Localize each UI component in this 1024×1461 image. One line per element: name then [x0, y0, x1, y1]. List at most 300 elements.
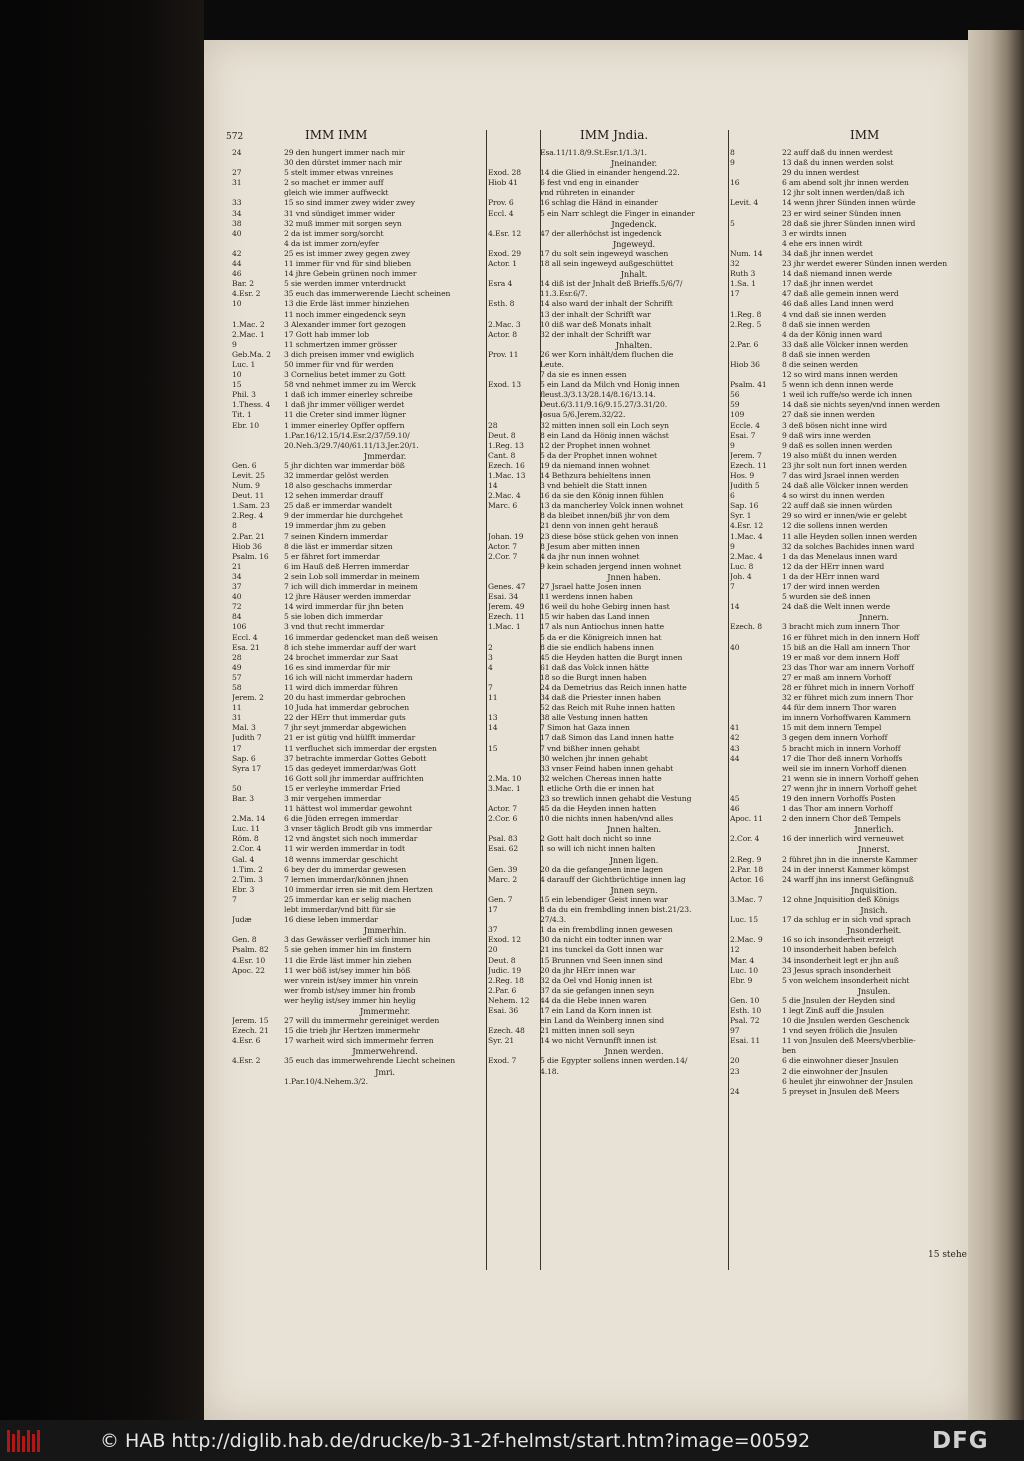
entry-text: 24 daß alle Völcker innen werden — [782, 481, 909, 491]
entry-text: Deut.6/3.11/9.16/9.15.27/3.31/20. — [540, 400, 668, 410]
entry-text: Jnquisition. — [850, 884, 898, 895]
scripture-reference: 4.Esr. 10 — [232, 955, 266, 965]
index-entry — [730, 754, 966, 764]
scripture-reference: Johan. 19 — [488, 531, 524, 541]
index-entry — [232, 501, 486, 511]
entry-text: 16 Gott soll jhr immerdar auffrichten — [284, 773, 424, 783]
scripture-reference: 2.Cor. 4 — [730, 834, 760, 844]
index-entry — [488, 844, 728, 854]
index-entry — [730, 713, 966, 723]
index-entry — [232, 289, 486, 299]
entry-text: 5 sie loben dich immerdar — [284, 612, 383, 622]
entry-text: 35 euch das immerwerende Liecht scheinen — [284, 289, 451, 299]
scripture-reference — [488, 511, 540, 521]
index-entry — [488, 653, 728, 663]
index-entry — [232, 572, 486, 582]
index-entry — [488, 764, 728, 774]
scripture-reference: Marc. 6 — [488, 501, 518, 511]
index-entry — [488, 814, 728, 824]
entry-text: 27 will du immermehr gereiniget werden — [284, 1016, 440, 1026]
entry-text: 33 vnser Feind haben innen gehabt — [540, 763, 674, 773]
entry-text: 23 Jesus sprach insonderheit — [782, 965, 891, 975]
index-entry — [488, 966, 728, 976]
entry-text: 7 Simon hat Gaza innen — [540, 723, 630, 733]
scripture-reference: 2.Cor. 6 — [488, 814, 518, 824]
entry-text: 27 wenn jhr in innern Vorhoff gehet — [782, 783, 917, 793]
scripture-reference: 8 — [232, 521, 237, 531]
entry-text: 10 immerdar irren sie mit dem Hertzen — [284, 884, 433, 894]
entry-text: 1 das Thor am innern Vorhoff — [782, 804, 893, 814]
entry-text: 16 immerdar gedencket man deß weisen — [284, 632, 438, 642]
entry-text: 7 ich will dich immerdar in meinem — [284, 582, 418, 592]
entry-text: 32 da Oel vnd Honig innen ist — [540, 975, 653, 985]
entry-text: Jnnen haben. — [607, 571, 661, 582]
entry-text: 9 daß es sollen innen werden — [782, 440, 893, 450]
index-entry — [730, 693, 966, 703]
scripture-reference: Luc. 1 — [232, 359, 256, 369]
scripture-reference: 2.Mac. 4 — [488, 491, 521, 501]
index-entry — [488, 663, 728, 673]
scripture-reference: 50 — [232, 783, 242, 793]
index-entry — [730, 532, 966, 542]
entry-text: 21 er ist gütig vnd hülfft immerdar — [284, 733, 416, 743]
entry-text: 14 jhre Gebein grünen noch immer — [284, 269, 417, 279]
index-entry — [232, 380, 486, 390]
index-entry — [488, 431, 728, 441]
index-entry — [232, 1077, 486, 1087]
scripture-reference — [488, 219, 540, 229]
entry-text: 27 daß sie innen werden — [782, 410, 875, 420]
scripture-reference: 4.Esr. 6 — [232, 1036, 261, 1046]
entry-text: 3 vnd behielt die Statt innen — [540, 481, 647, 491]
index-entry — [488, 956, 728, 966]
entry-text: wer fromb ist/sey immer hin fromb — [284, 985, 416, 995]
index-entry — [730, 865, 966, 875]
scripture-reference — [730, 764, 782, 774]
entry-text: 46 daß alles Land innen werd — [782, 299, 894, 309]
index-entry — [730, 158, 966, 168]
index-entry — [730, 663, 966, 673]
scripture-reference: 2.Tim. 3 — [232, 874, 263, 884]
scripture-reference — [730, 683, 782, 693]
index-entry — [488, 713, 728, 723]
scripture-reference: Actor. 7 — [488, 804, 518, 814]
entry-text: 23 das Thor war am innern Vorhoff — [782, 662, 914, 672]
index-entry — [730, 1056, 966, 1066]
index-entry — [232, 875, 486, 885]
entry-text: 1 da ein frembdling innen gewesen — [540, 925, 673, 935]
scripture-reference: Hiob 41 — [488, 178, 518, 188]
scripture-reference — [232, 925, 284, 935]
entry-text: 15 biß an die Hall am innern Thor — [782, 642, 910, 652]
scripture-reference: 17 — [730, 289, 740, 299]
index-entry — [488, 1056, 728, 1066]
scripture-reference — [488, 340, 540, 350]
index-entry — [488, 461, 728, 471]
index-entry — [232, 481, 486, 491]
entry-text: 18 also geschachs immerdar — [284, 481, 392, 491]
entry-text: 9 der immerdar hie durchgehet — [284, 511, 403, 521]
entry-text: 8 da du ein frembdling innen bist.21/23. — [540, 905, 692, 915]
entry-text: fleust.3/3.13/28.14/8.16/13.14. — [540, 390, 656, 400]
scripture-reference: 6 — [730, 491, 735, 501]
entry-text: 14 wo nicht Vernunfft innen ist — [540, 1036, 657, 1046]
index-entry — [232, 532, 486, 542]
entry-text: 6 fest vnd eng in einander — [540, 178, 639, 188]
entry-text: 16 so ich insonderheit erzeigt — [782, 935, 894, 945]
entry-text: 8 die seinen werden — [782, 359, 858, 369]
source-url-text[interactable]: © HAB http://diglib.hab.de/drucke/b-31-2f-helmst/start.htm?image=00592 — [100, 1430, 811, 1452]
scripture-reference — [730, 350, 782, 360]
entry-text: 3 vnd thut recht immerdar — [284, 622, 385, 632]
entry-text: 30 den dürstet immer nach mir — [284, 158, 402, 168]
index-entry — [232, 370, 486, 380]
entry-text: 11 schmertzen immer grösser — [284, 339, 397, 349]
entry-text: 11 werdens innen haben — [540, 592, 633, 602]
entry-text: 21 ins tunckel da Gott innen war — [540, 945, 664, 955]
scripture-reference: 20 — [488, 945, 498, 955]
scripture-reference — [488, 360, 540, 370]
entry-text: 5 stelt immer etwas vnreines — [284, 168, 394, 178]
entry-text: 1.Par.10/4.Nehem.3/2. — [284, 1076, 368, 1086]
entry-text: Jnsich. — [860, 905, 888, 916]
entry-text: 7 seinen Kindern immerdar — [284, 531, 388, 541]
scripture-reference: Bar. 2 — [232, 279, 254, 289]
facing-page-text — [985, 130, 1021, 1280]
index-entry — [488, 915, 728, 925]
index-entry — [730, 1036, 966, 1046]
index-entry — [730, 279, 966, 289]
scripture-reference: 2.Par. 18 — [730, 864, 763, 874]
scripture-reference: 4 — [488, 662, 493, 672]
index-entry — [232, 239, 486, 249]
scripture-reference: Esai. 34 — [488, 592, 519, 602]
scripture-reference — [488, 572, 540, 582]
entry-text: 17 daß Simon das Land innen hatte — [540, 733, 674, 743]
scripture-reference: 15 — [488, 743, 498, 753]
index-entry — [488, 198, 728, 208]
entry-text: Jnnen ligen. — [609, 854, 659, 865]
entry-text: 20.Neh.3/29.7/40/61.11/13.Jer.20/1. — [284, 440, 419, 450]
index-entry — [488, 945, 728, 955]
index-entry — [730, 269, 966, 279]
scripture-reference — [488, 733, 540, 743]
scripture-reference: 37 — [232, 582, 242, 592]
entry-text: 3 bracht mich zum innern Thor — [782, 622, 900, 632]
index-entry — [488, 320, 728, 330]
entry-text: 2 Gott halt doch nicht so inne — [540, 834, 652, 844]
scripture-reference: 58 — [232, 682, 242, 692]
index-entry — [488, 410, 728, 420]
catchword: 15 stehe — [928, 1250, 967, 1260]
scripture-reference — [488, 703, 540, 713]
scripture-reference: 31 — [232, 713, 242, 723]
index-entry — [488, 370, 728, 380]
entry-text: 14 die Glied in einander hengend.22. — [540, 168, 680, 178]
index-entry — [232, 1026, 486, 1036]
index-entry — [730, 976, 966, 986]
column-header-3: IMM — [850, 128, 880, 142]
entry-text: 8 die sie endlich habens innen — [540, 642, 654, 652]
entry-text: 14 wird immerdar für jhn beten — [284, 602, 404, 612]
entry-text: 7 das wird Jsrael innen werden — [782, 471, 900, 480]
index-entry — [730, 744, 966, 754]
entry-text: 32 welchen Chereas innen hatte — [540, 773, 662, 783]
scripture-reference: Psalm. 41 — [730, 380, 767, 390]
entry-text: 32 er führet mich zum innern Thor — [782, 693, 913, 703]
scripture-reference — [488, 1016, 540, 1026]
scripture-reference: Bar. 3 — [232, 794, 254, 803]
scripture-reference — [730, 925, 782, 935]
entry-text: 5 sie werden immer vnterdruckt — [284, 279, 406, 289]
entry-text: 5 die Egypter sollens innen werden.14/ — [540, 1056, 688, 1066]
column-rule — [486, 130, 487, 1270]
entry-text: 37 betrachte immerdar Gottes Gebott — [284, 753, 427, 763]
index-entry — [730, 178, 966, 188]
index-entry — [232, 703, 486, 713]
scripture-reference — [232, 774, 284, 784]
entry-text: 7 jhr seyt jmmerdar abgewichen — [284, 723, 407, 733]
index-entry — [730, 431, 966, 441]
scripture-reference — [488, 885, 540, 895]
scripture-reference: 2.Par. 21 — [232, 531, 265, 541]
index-entry — [488, 562, 728, 572]
index-entry — [488, 612, 728, 622]
index-entry — [730, 774, 966, 784]
entry-text: gleich wie immer auffweckt — [284, 188, 389, 198]
index-entry — [488, 299, 728, 309]
index-entry — [232, 723, 486, 733]
scripture-reference: 5 — [730, 218, 735, 228]
index-entry — [730, 360, 966, 370]
entry-text: Jmmerwehrend. — [352, 1046, 418, 1057]
entry-text: 16 es sind immerdar für mir — [284, 662, 391, 672]
index-entry — [232, 299, 486, 309]
index-entry — [232, 865, 486, 875]
index-heading — [730, 905, 966, 915]
entry-text: 16 er führet mich in den innern Hoff — [782, 632, 920, 642]
entry-text: wer vnrein ist/sey immer hin vnrein — [284, 975, 419, 985]
scripture-reference — [730, 673, 782, 683]
entry-text: 45 da die Heyden innen hatten — [540, 804, 657, 814]
index-entry — [232, 521, 486, 531]
index-entry — [730, 340, 966, 350]
scripture-reference: Gen. 8 — [232, 935, 257, 945]
index-entry — [488, 521, 728, 531]
entry-text: 24 warff jhn ins innerst Gefängnuß — [782, 874, 914, 884]
entry-text: 6 im Hauß deß Herren immerdar — [284, 561, 409, 571]
entry-text: lebt immerdar/vnd bitt für sie — [284, 905, 396, 915]
scripture-reference: 46 — [232, 269, 242, 279]
entry-text: 34 insonderheit legt er jhn auß — [782, 955, 899, 965]
scripture-reference — [488, 754, 540, 764]
entry-text: 25 immerdar kan er selig machen — [284, 894, 412, 904]
index-entry — [730, 673, 966, 683]
scripture-reference: Nehem. 12 — [488, 995, 530, 1005]
entry-text: 4.18. — [540, 1066, 559, 1076]
index-entry — [232, 602, 486, 612]
scripture-reference: 32 — [730, 259, 740, 269]
index-entry — [232, 673, 486, 683]
index-entry — [488, 834, 728, 844]
scripture-reference: 14 — [730, 602, 740, 612]
entry-text: wer heylig ist/sey immer hin heylig — [284, 995, 416, 1005]
scripture-reference — [730, 633, 782, 643]
entry-text: 32 mitten innen soll ein Loch seyn — [540, 420, 669, 430]
entry-text: 24 da Demetrius das Reich innen hatte — [540, 682, 687, 692]
entry-text: 1 legt Zinß auff die Jnsulen — [782, 1005, 884, 1015]
scripture-reference: 45 — [730, 794, 740, 803]
entry-text: 5 ein Narr schlegt die Finger in einander — [540, 208, 695, 218]
scripture-reference: 20 — [730, 1056, 740, 1066]
entry-text: 3 Cornelius betet immer zu Gott — [284, 370, 406, 380]
index-entry — [232, 713, 486, 723]
index-heading — [730, 925, 966, 935]
scripture-reference — [488, 521, 540, 531]
index-entry — [488, 602, 728, 612]
scripture-reference: Num. 9 — [232, 481, 260, 491]
scripture-reference: 2.Reg. 9 — [730, 854, 762, 864]
index-entry — [232, 733, 486, 743]
scripture-reference: Apoc. 11 — [730, 814, 763, 824]
index-entry — [730, 633, 966, 643]
entry-text: 29 den hungert immer nach mir — [284, 148, 405, 157]
entry-text: 17 ein Land da Korn innen ist — [540, 1005, 652, 1015]
index-entry — [488, 673, 728, 683]
scripture-reference: Jerem. 7 — [730, 450, 762, 460]
index-entry — [232, 885, 486, 895]
entry-text: 28 er führet mich in innern Vorhoff — [782, 682, 914, 692]
scripture-reference: Eccl. 4 — [488, 208, 514, 218]
entry-text: 1 daß ich immer einerley schreibe — [284, 390, 413, 400]
index-entry — [232, 996, 486, 1006]
entry-text: 15 Brunnen vnd Seen innen sind — [540, 955, 663, 965]
scripture-reference: Actor. 7 — [488, 541, 518, 551]
scripture-reference — [730, 653, 782, 663]
index-entry — [730, 299, 966, 309]
index-entry — [730, 956, 966, 966]
entry-text: 23 jhr solt nun fort innen werden — [782, 460, 907, 470]
index-entry — [730, 764, 966, 774]
entry-text: 18 all sein ingeweyd außgeschüttet — [540, 259, 674, 269]
index-entry — [730, 1087, 966, 1097]
entry-text: 1 da der HErr innen ward — [782, 571, 880, 581]
scripture-reference — [232, 1067, 284, 1077]
scripture-reference — [730, 612, 782, 622]
index-entry — [232, 178, 486, 188]
scripture-reference: 3.Mac. 1 — [488, 783, 521, 793]
index-entry — [232, 622, 486, 632]
index-heading — [730, 885, 966, 895]
index-entry — [488, 400, 728, 410]
entry-text: 29 so wird er innen/wie er gelebt — [782, 511, 907, 521]
index-entry — [232, 158, 486, 168]
index-entry — [730, 834, 966, 844]
index-entry — [232, 592, 486, 602]
index-heading — [488, 239, 728, 249]
index-entry — [730, 1026, 966, 1036]
entry-text: 5 die Jnsulen der Heyden sind — [782, 995, 896, 1005]
entry-text: 14 daß niemand innen werde — [782, 269, 893, 279]
index-entry — [232, 844, 486, 854]
entry-text: 1 daß jhr immer völliger werdet — [284, 400, 405, 410]
entry-text: 1 so will ich nicht innen halten — [540, 844, 656, 854]
scripture-reference: 2.Cor. 7 — [488, 551, 518, 561]
scripture-reference: 2.Mac. 4 — [730, 551, 763, 561]
scripture-reference: Esai. 11 — [730, 1036, 761, 1046]
index-entry — [488, 1036, 728, 1046]
scripture-reference: 28 — [488, 420, 498, 430]
scripture-reference: 4.Esr. 12 — [730, 521, 764, 531]
entry-text: 27 Jsrael hatte Josen innen — [540, 582, 642, 592]
scripture-reference: 40 — [730, 642, 740, 652]
index-entry — [488, 350, 728, 360]
scripture-reference: Mar. 4 — [730, 955, 755, 965]
scripture-reference: Ebr. 9 — [730, 975, 753, 985]
scripture-reference — [730, 986, 782, 996]
entry-text: 1 vnd seyen frölich die Jnsulen — [782, 1026, 898, 1036]
scripture-reference: 10 — [232, 370, 242, 380]
entry-text: 15 ein lebendiger Geist innen war — [540, 894, 668, 904]
hab-logo-icon — [6, 1428, 44, 1454]
index-entry — [232, 400, 486, 410]
entry-text: 5 jhr dichten war immerdar böß — [284, 460, 405, 470]
entry-text: 32 der inhalt der Schrifft war — [540, 329, 651, 339]
scripture-reference: 8 — [730, 148, 735, 157]
scripture-reference: Gen. 6 — [232, 460, 257, 470]
entry-text: 19 er maß vor dem innern Hoff — [782, 652, 900, 662]
scripture-reference: Exod. 29 — [488, 248, 521, 258]
index-entry — [232, 390, 486, 400]
scripture-reference: 109 — [730, 410, 745, 420]
scripture-reference — [730, 209, 782, 219]
entry-text: Josua 5/6.Jerem.32/22. — [540, 410, 626, 420]
scripture-reference — [730, 370, 782, 380]
scripture-reference: Psal. 83 — [488, 834, 518, 844]
index-entry — [730, 592, 966, 602]
entry-text: 6 die Jüden erregen immerdar — [284, 814, 399, 824]
scripture-reference — [730, 188, 782, 198]
entry-text: 14 diß ist der Jnhalt deß Brieffs.5/6/7/ — [540, 279, 683, 289]
entry-text: Leute. — [540, 359, 564, 369]
scripture-reference: 2.Par. 6 — [488, 985, 517, 995]
index-entry — [730, 481, 966, 491]
index-entry — [730, 249, 966, 259]
scripture-reference: Genes. 47 — [488, 582, 526, 592]
index-entry — [232, 905, 486, 915]
scripture-reference — [730, 239, 782, 249]
index-entry — [730, 1077, 966, 1087]
index-entry — [232, 1016, 486, 1026]
scripture-reference: Exod. 28 — [488, 168, 521, 178]
scripture-reference: Ezech. 21 — [232, 1026, 269, 1036]
index-entry — [730, 1006, 966, 1016]
index-entry — [730, 552, 966, 562]
scripture-reference: 2.Ma. 10 — [488, 773, 522, 783]
index-entry — [730, 794, 966, 804]
index-entry — [232, 511, 486, 521]
index-entry — [488, 209, 728, 219]
index-entry — [730, 320, 966, 330]
entry-text: 23 jhr werdet ewerer Sünden innen werden — [782, 259, 947, 269]
page-number: 572 — [226, 132, 244, 142]
entry-text: 27 er maß am innern Vorhoff — [782, 672, 891, 682]
scripture-reference: 34 — [232, 571, 242, 581]
index-entry — [730, 471, 966, 481]
scripture-reference: Joh. 4 — [730, 571, 752, 581]
index-entry — [232, 794, 486, 804]
entry-text: 8 Jesum aber mitten innen — [540, 541, 640, 551]
